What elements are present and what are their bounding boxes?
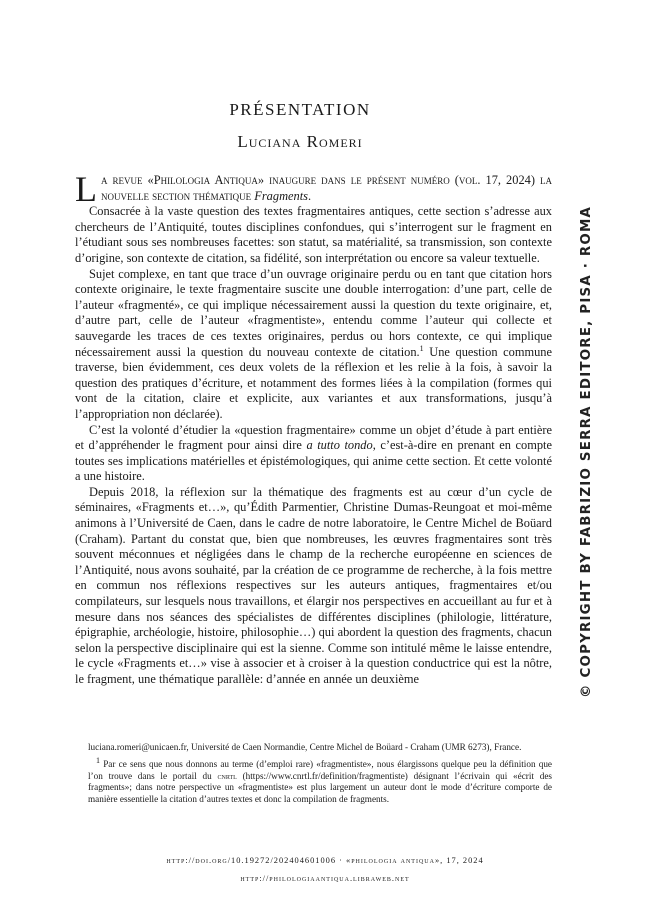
footnote-number: 1 xyxy=(96,756,100,766)
copyright-watermark xyxy=(572,205,602,698)
footnote-1: 1 Par ce sens que nous donnons au terme (d’emploi rare) «fragmentiste», nous élargissons quelque peu la définition que l’on trouve dans le portail du cnrtl (https://www.cnrtl.fr/definition/fragmentiste) désignant l’écrivain qui «écrit des fragments»; dans notre perspective un «fragmentiste» est plus largement un auteur dont le mode d’écriture comporte de manière essentielle la citation d’autres textes et donc la compilation de fragments. xyxy=(88,756,552,804)
footnotes xyxy=(88,742,552,811)
page-title: PRÉSENTATION xyxy=(229,100,371,119)
copyright-text: © COPYRIGHT BY FABRIZIO SERRA EDITORE, PISA · ROMA xyxy=(579,205,594,698)
doi-line: http://doi.org/10.19272/202404601006 · «philologia antiqua», 17, 2024 xyxy=(166,856,484,865)
website-line: http://philologiaantiqua.libraweb.net xyxy=(240,874,410,883)
affiliation-note: luciana.romeri@unicaen.fr, Université de Caen Normandie, Centre Michel de Boüard - Craham (UMR 6273), France. xyxy=(88,742,522,752)
paragraph-3: Sujet complexe, en tant que trace d’un ouvrage originaire perdu ou en tant que citation hors contexte originaire, le texte fragmentaire suscite une double interrogation: d’une part, celle de l’auteur «fragmenté», ce qui implique nécessairement aussi la question du texte originaire, et, d’autre part, celle de l’auteur «fragmentiste», entendu comme l’auteur qui collecte et sauvegarde les traces de ces textes originaires, perdus ou hors contexte, ce qui implique nécessairement aussi la question du nouveau contexte de citation.$^1$ Une question commune traverse, bien évidemment, ces deux volets de la réflexion et les relie à la fois, à savoir la question des pratiques d’écriture, et notamment des formes liées à la compilation (formes qui vont de la citation, claire et explicite, aux variantes et aux transformations, jusqu’à l’appropriation non déclarée). xyxy=(75,266,552,421)
paragraph-1: La revue «Philologia Antiqua» inaugure dans le présent numéro (vol. 17, 2024) la nouvelle section thématique Fragments. xyxy=(75,169,552,209)
author-name: Luciana Romeri xyxy=(237,132,363,151)
drop-cap: L xyxy=(75,169,97,209)
paragraph-5: Depuis 2018, la réflexion sur la thématique des fragments est au cœur d’un cycle de séminaires, «Fragments et…», qu’Édith Parmentier, Christine Dumas-Reungoat et moi-même animons à l’Université de Caen, dans le cadre de notre laboratoire, le Centre Michel de Boüard (Craham). Partant du constat que, bien que nombreuses, les œuvres fragmentaires sont très souvent méconnues et négligées dans le champ de la recherche européenne en sciences de l’Antiquité, nous avons souhaité, par la création de ce programme de recherche, à la fois mettre en commun nos réflexions respectives sur les auteurs antiques, fragmentaires et/ou compilateurs, sur lesquels nous travaillons, et élargir nos perspectives en accueillant au fur et à mesure dans nos séances des spécialistes de différentes disciplines (philologie, littérature, épigraphie, archéologie, histoire, philosophie…) qui abordent la question des fragments, chacun selon la perspective disciplinaire qui est la sienne. Comme son intitulé même le laisse entendre, le cycle «Fragments et…» vise à associer et à croiser à la question conductrice qui est la nôtre, le fragment, une thématique parallèle: d’année en année un deuxième xyxy=(75,484,552,686)
article-body xyxy=(75,169,552,688)
paragraph-2: Consacrée à la vaste question des textes fragmentaires antiques, cette section s’adresse aux chercheurs de l’Antiquité, toutes disciplines confondues, qui s’interrogent sur le fragment en l’étudiant sous ses nombreuses facettes: son statut, sa matérialité, sa transmission, son contexte d’origine, son contexte de citation, sa fidélité, son interprétation ou encore sa valeur textuelle. xyxy=(75,204,552,265)
footnote-ref-1[interactable]: 1 xyxy=(419,343,424,353)
paragraph-4: C’est la volonté d’étudier la «question fragmentaire» comme un objet d’étude à part entière et d’appréhender le fragment pour ainsi dire a tutto tondo, c’est-à-dire en prenant en compte toutes ses implications matérielles et épistémologiques, qui anime cette section. Et cette volonté a une histoire. xyxy=(75,422,552,484)
